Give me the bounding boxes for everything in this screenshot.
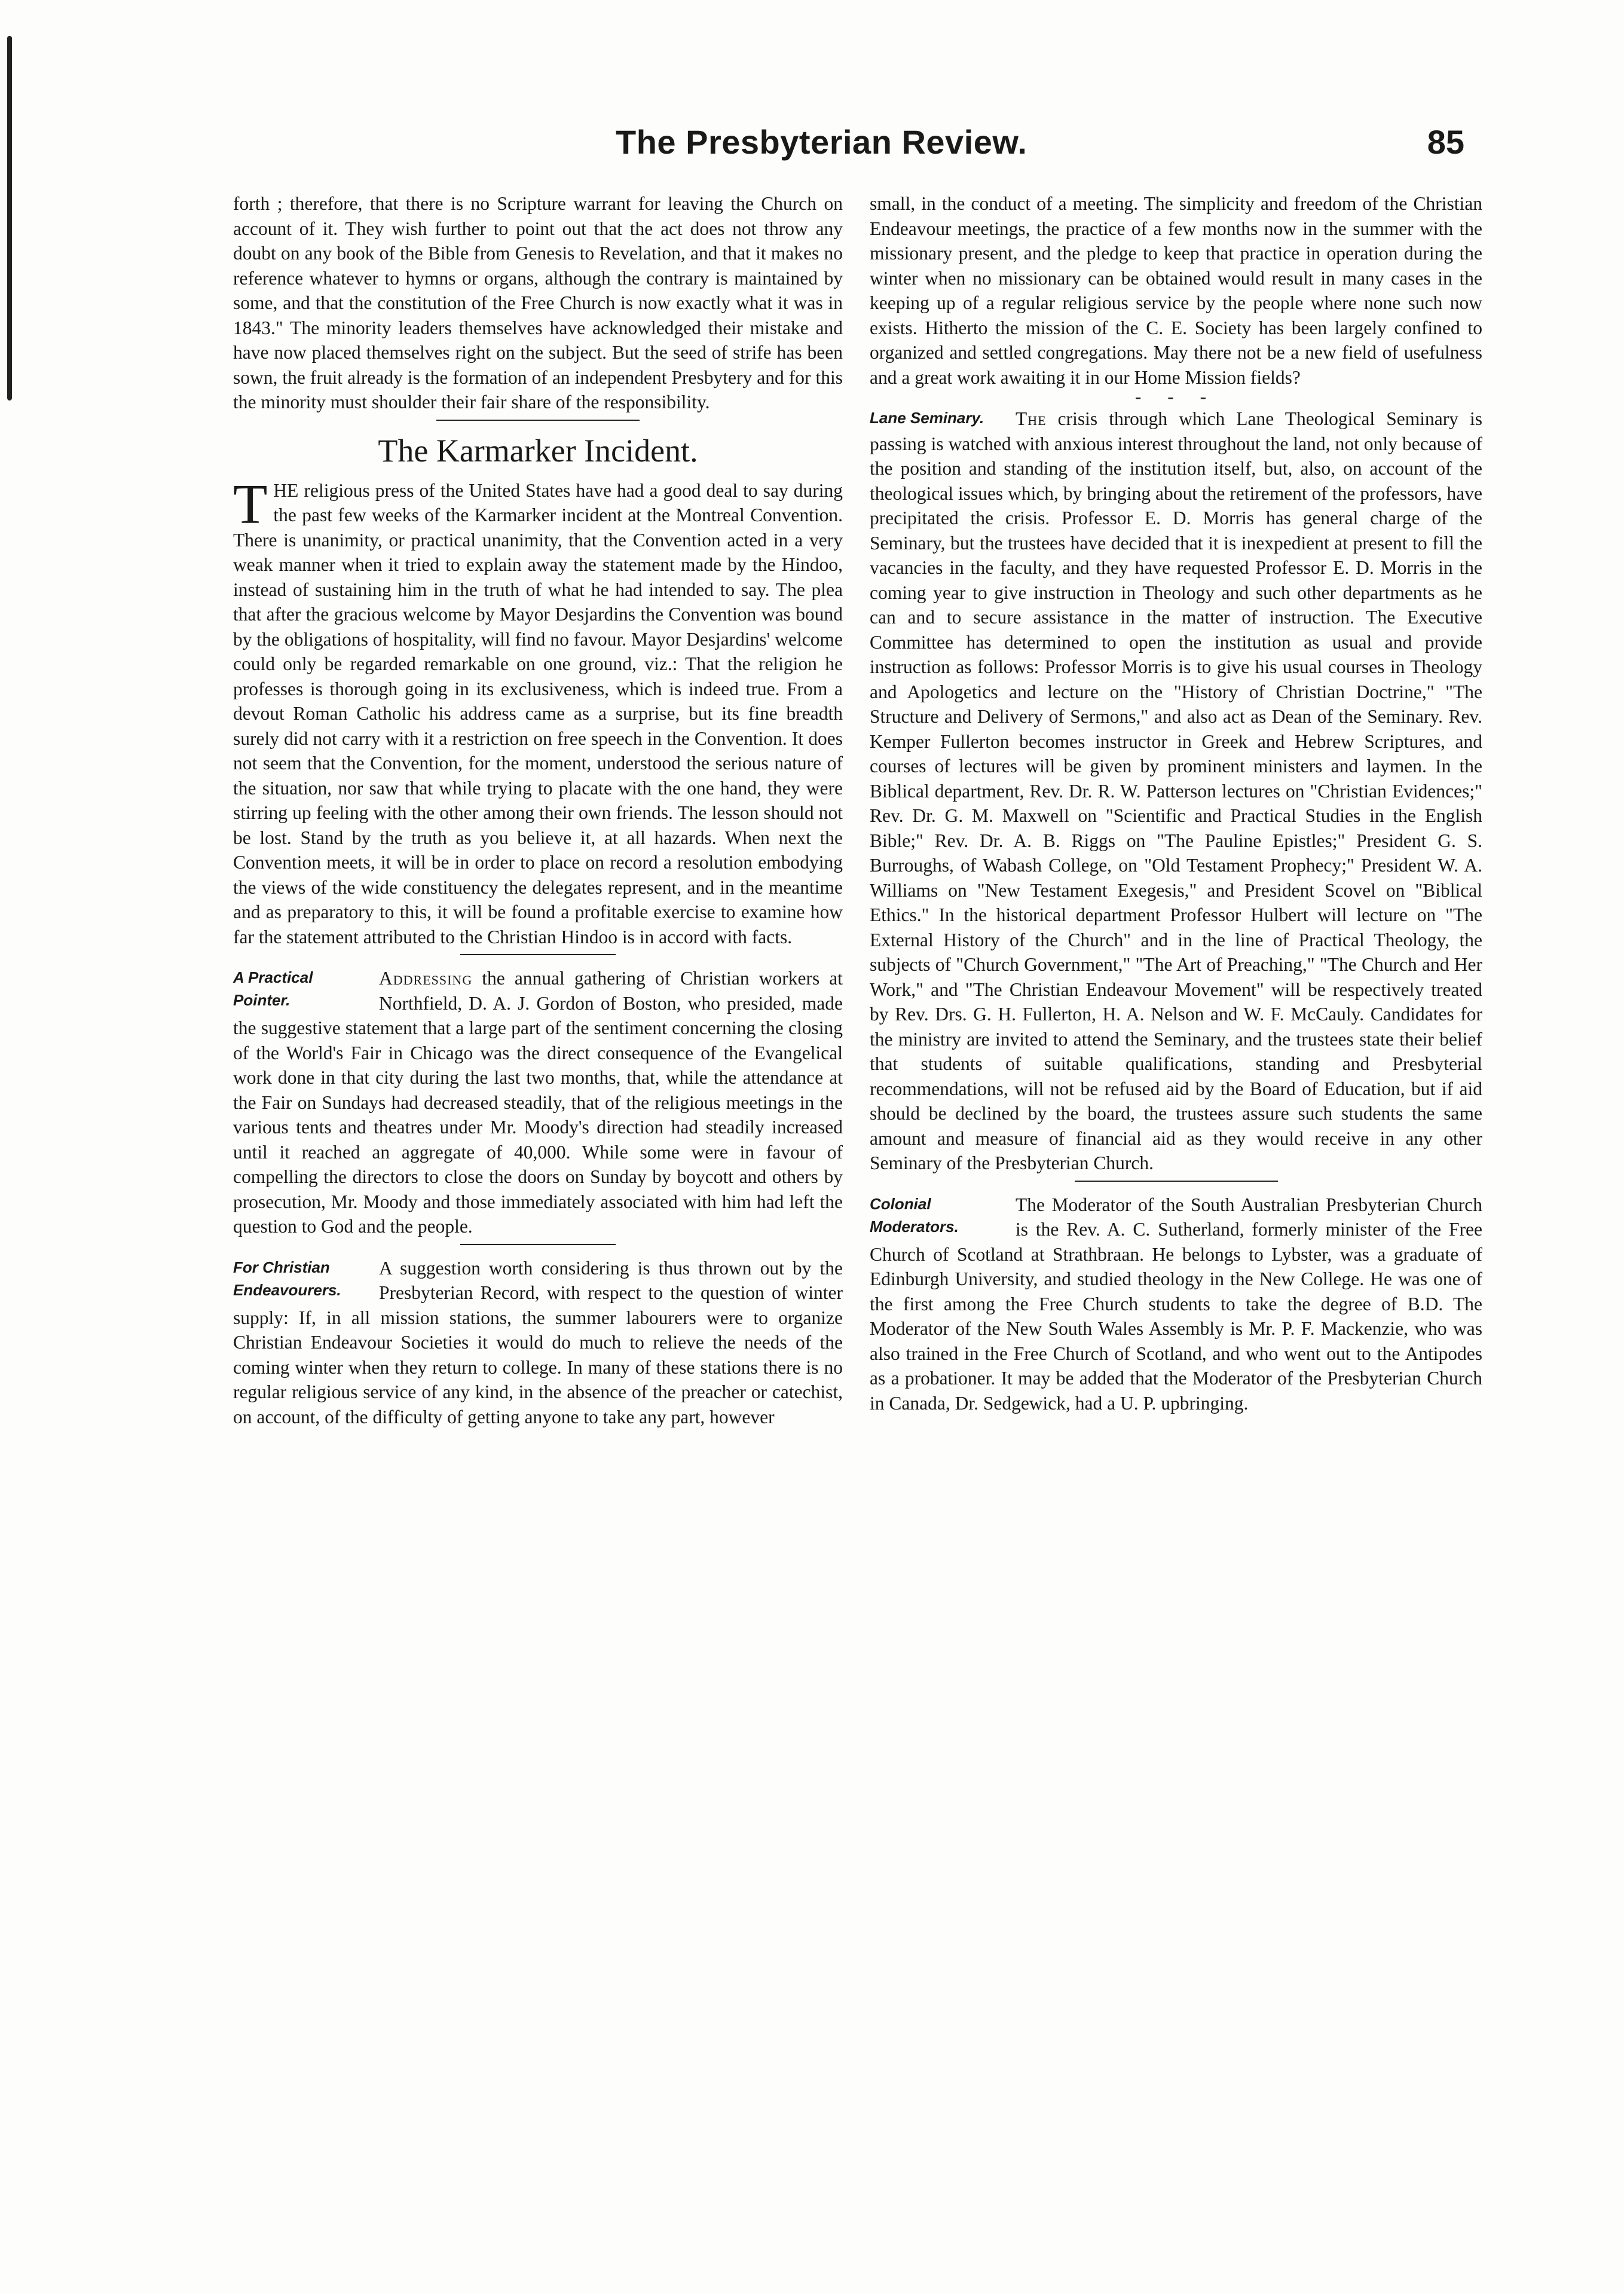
pointer-section: [233, 966, 843, 1239]
colonial-section: [870, 1193, 1482, 1416]
endeavour-text: A suggestion worth considering is thus thrown out by the Presbyterian Record, with respect to the question of winter supply: If, in all mission stations, the summer labourers were to organize Christian Endeavour Societies it would do much to relieve the needs of the coming winter when they return to college. In many of these stations there is no regular religious service of any kind, in the absence of the preacher or catechist, on account, of the difficulty of getting anyone to take any part, however: [233, 1257, 843, 1427]
sidenote-practical-pointer: A Practical Pointer.: [233, 968, 313, 1009]
section-divider: [436, 420, 640, 421]
article-heading: The Karmarker Incident.: [378, 432, 698, 469]
sidenote-christian-endeavourers: For Christian Endeavourers.: [233, 1258, 341, 1299]
section-divider: [1075, 1181, 1278, 1182]
ornament-divider: - - -: [1134, 386, 1218, 407]
pointer-lead-word: Addressing: [379, 968, 473, 989]
pointer-text: the annual gathering of Christian workers at Northfield, D. A. J. Gordon of Boston, who presided, made the suggestive statement that a large part of the sentiment concerning the closing of the World's Fair in Chicago was the direct consequence of the Evangelical work done in that city during the last two months, that, while the attendance at the Fair on Sundays had decreased steadily, that of the religious meetings in the various tents and theatres under Mr. Moody's direction had steadily increased until it reached an aggregate of 40,000. While some were in favour of compelling the directors to close the doors on Sunday by boycott and others by prosecution, Mr. Moody and those immediately associated with him had left the question to God and the people.: [233, 968, 843, 1237]
right-column: [870, 191, 1482, 1415]
lane-section: [870, 406, 1482, 1176]
lane-text: crisis through which Lane Theological Seminary is passing is watched with anxious interest throughout the land, not only because of the position and standing of the institution itself, but, also, on account of the theological issues which, by bringing about the retirement of the professors, have precipitated the crisis. Professor E. D. Morris has general charge of the Seminary, but the trustees have decided that it is inexpedient at present to fill the vacancies in the faculty, and they have requested Professor E. D. Morris in the coming year to give instruction in Theology and such other departments as he can and to secure assistance in the matter of instruction. The Executive Committee has determined to open the institution as usual and provide instruction as follows: Professor Morris is to give his usual courses in Theology and Apologetics and lecture on the "History of Christian Doctrine," "The Structure and Delivery of Sermons," and also act as Dean of the Seminary. Rev. Kemper Fullerton becomes instructor in Greek and Hebrew Scriptures, and courses of lectures will be given by prominent ministers and laymen. In the Biblical department, Rev. Dr. R. W. Patterson lectures on "Christian Evidences;" Rev. Dr. G. M. Maxwell on "Scientific and Practical Studies in the English Bible;" Rev. Dr. A. B. Riggs on "The Pauline Epistles;" President G. S. Burroughs, of Wabash College, on "Old Testament Prophecy;" President W. A. Williams on "New Testament Exegesis," and President Scovel on "Biblical Ethics." In the historical department Professor Hulbert will lecture on "The External History of the Church" and in the line of Practical Theology, the subjects of "Church Government," "The Art of Preaching," "The Church and Her Work," and "The Christian Endeavour Movement" will be respectively treated by Rev. Drs. G. H. Fullerton, H. A. Nelson and W. F. McCauly. Candidates for the ministry are invited to attend the Seminary, and the trustees state their belief that students of suitable qualifications, standing and Presbyterial recommendations, will not be refused aid by the Board of Education, but if aid should be declined by the board, the trustees assure such students the same amount and measure of financial aid as they would receive in any other Seminary of the Presbyterian Church.: [870, 408, 1482, 1173]
continued-paragraph: small, in the conduct of a meeting. The simplicity and freedom of the Christian Endeavour meetings, the practice of a few months now in the summer with the missionary present, and the pledge to keep that practice in operation during the winter when no missionary can be obtained would result in many cases in the keeping up of a regular religious service by the people where none such now exists. Hitherto the mission of the C. E. Society has been largely confined to organized and settled congregations. May there not be a new field of usefulness and a great work awaiting it in our Home Mission fields?: [870, 193, 1482, 388]
lane-lead-word: The: [1016, 408, 1047, 429]
section-divider: [460, 1244, 616, 1245]
endeavour-section: [233, 1256, 843, 1430]
article-text: HE religious press of the United States have had a good deal to say during the past few weeks of the Karmarker incident at the Montreal Convention. There is unanimity, or practical unanimity, that the Convention acted in a very weak manner when it tried to explain away the statement made by the Hindoo, instead of sustaining him in the truth of what he had intended to say. The plea that after the gracious welcome by Mayor Desjardins the Convention was bound by the obligations of hospitality, will find no favour. Mayor Desjardins' welcome could only be regarded remarkable on one ground, viz.: That the religion he professes is thorough going in its exclusiveness, which is indeed true. From a devout Roman Catholic his address came as a surprise, but its fine breadth surely did not carry with it a restriction on free speech in the Convention. It does not seem that the Convention, for the moment, understood the serious nature of the situation, nor saw that while trying to placate with the one hand, they were stirring up feeling with the other among their own friends. The lesson should not be lost. Stand by the truth as you believe it, at all hazards. When next the Convention meets, it will be in order to place on record a resolution embodying the views of the wide constituency the delegates represent, and in the meantime and as preparatory to this, it will be found a profitable exercise to examine how far the statement attributed to the Christian Hindoo is in accord with facts.: [233, 479, 843, 947]
intro-paragraph: forth ; therefore, that there is no Scripture warrant for leaving the Church on account of it. They wish further to point out that the act does not throw any doubt on any book of the Bible from Genesis to Revelation, and that it makes no reference whatever to hymns or organs, although the contrary is maintained by some, and that the constitution of the Free Church is now exactly what it was in 1843." The minority leaders themselves have acknowledged their mistake and have now placed themselves right on the subject. But the seed of strife has been sown, the fruit already is the formation of an independent Presbytery and for this the minority must shoulder their fair share of the responsibility.: [233, 193, 843, 412]
page-number: 85: [1427, 123, 1464, 161]
left-column: [233, 191, 843, 1429]
page-header: [616, 123, 1464, 176]
sidenote-lane-seminary: Lane Seminary.: [870, 409, 984, 427]
scan-edge-mark: [7, 36, 12, 400]
drop-cap: T: [233, 473, 268, 536]
section-divider: [460, 954, 616, 955]
article-body: [233, 473, 843, 950]
colonial-text: The Moderator of the South Australian Presbyterian Church is the Rev. A. C. Sutherland, formerly minister of the Free Church of Scotland at Strathbraan. He belongs to Lybster, was a graduate of Edinburgh University, and studied theology in the New College. He was one of the first among the Free Church students to take the degree of B.D. The Moderator of the New South Wales Assembly is Mr. P. F. Mackenzie, who was also trained in the Free Church of Scotland, and who went out to the Antipodes as a probationer. It may be added that the Moderator of the Presbyterian Church in Canada, Dr. Sedgewick, had a U. P. upbringing.: [870, 1194, 1482, 1414]
journal-title: The Presbyterian Review.: [616, 123, 1027, 161]
sidenote-colonial-moderators: Colonial Moderators.: [870, 1194, 959, 1236]
